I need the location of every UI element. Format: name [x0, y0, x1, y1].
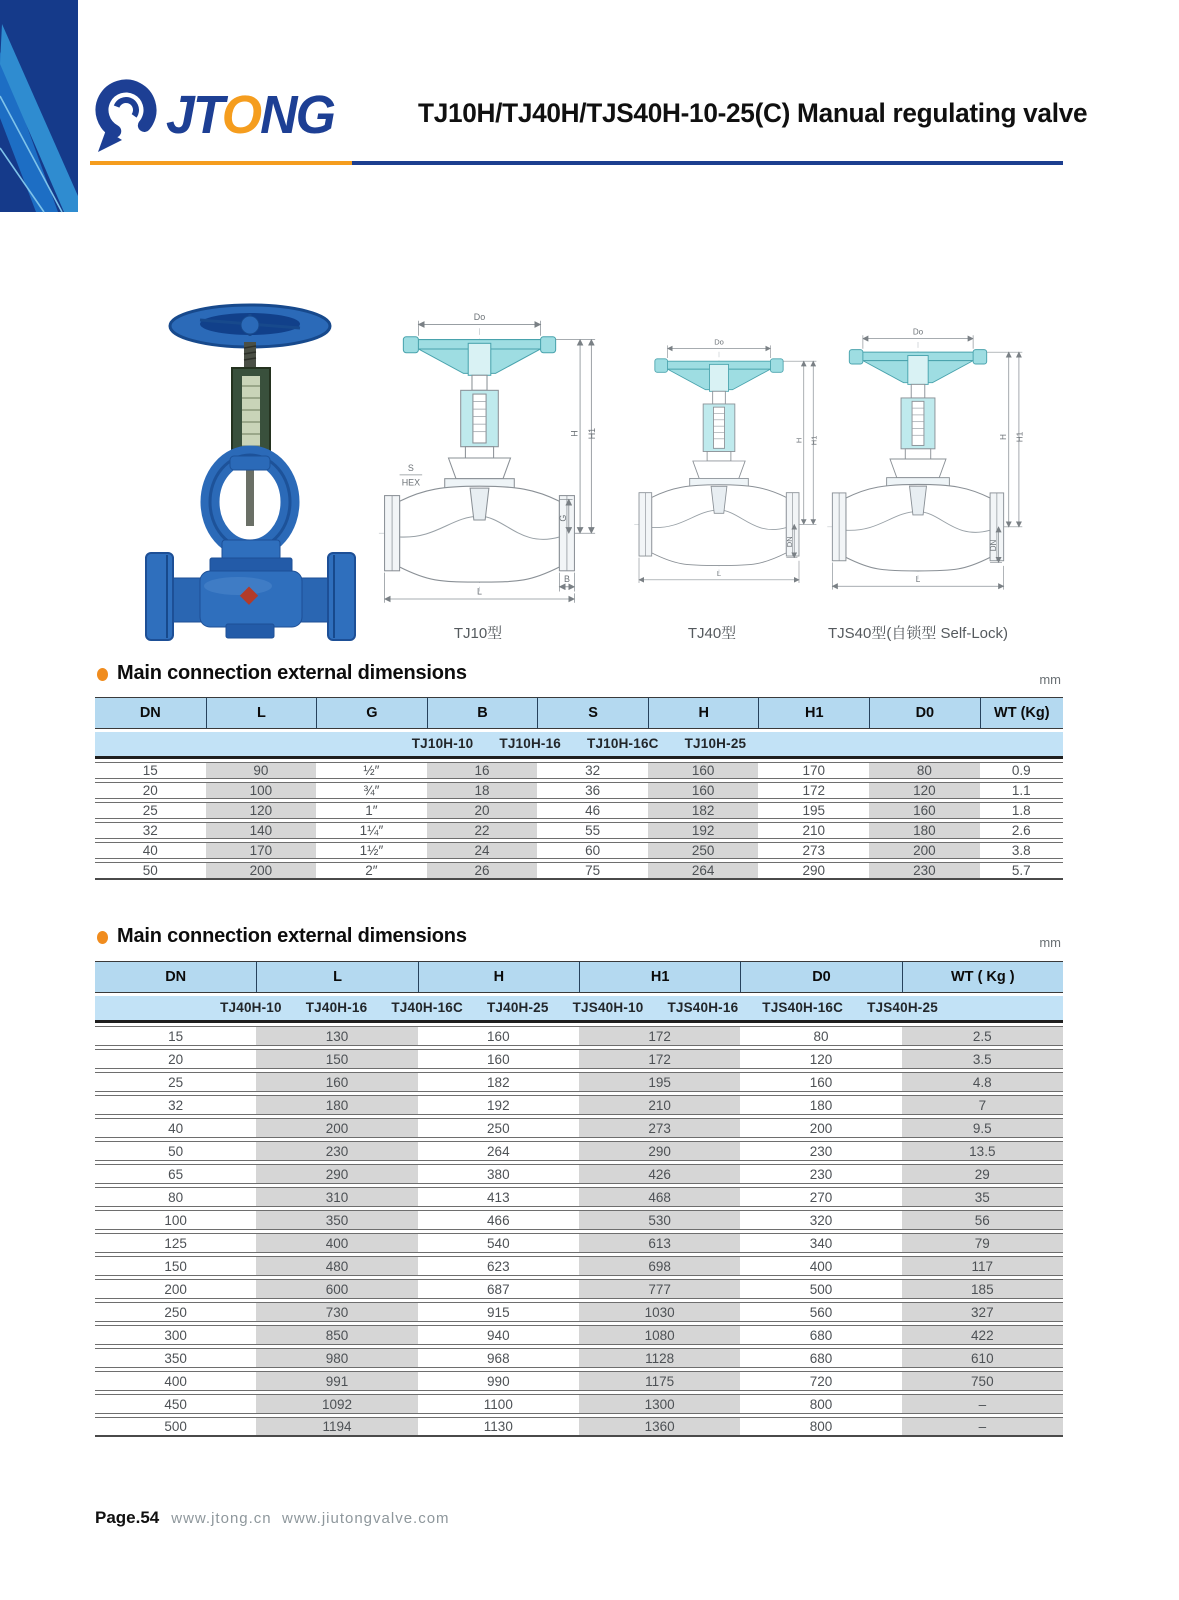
valve-drawing-tjs40	[812, 294, 1024, 624]
footer-url-2: www.jiutongvalve.com	[281, 1510, 450, 1527]
dim-label-h: H	[569, 430, 580, 437]
column-header: H1	[758, 697, 869, 729]
table-cell: 15	[95, 762, 206, 779]
brand-name: JTONG	[166, 85, 335, 145]
table-cell: 13.5	[902, 1141, 1063, 1161]
model-label: TJ10H-25	[684, 736, 747, 751]
table-cell: 500	[95, 1417, 256, 1437]
table-cell: 264	[648, 862, 759, 880]
dim-label-hex: HEX	[401, 477, 421, 488]
table-cell: 1.1	[980, 782, 1063, 799]
table-cell: 320	[740, 1210, 901, 1230]
table-row	[95, 1072, 1063, 1092]
table-cell: 32	[537, 762, 648, 779]
table-cell: 698	[579, 1256, 740, 1276]
dim-label-l: L	[915, 574, 921, 584]
dimensions-table-tj10h	[95, 694, 1063, 883]
table-cell: 230	[256, 1141, 417, 1161]
column-header: DN	[95, 961, 256, 993]
table-row	[95, 802, 1063, 819]
dim-label-b: B	[563, 574, 570, 585]
table-cell: 100	[206, 782, 317, 799]
model-label: TJ10H-16C	[587, 736, 659, 751]
table-cell: 25	[95, 802, 206, 819]
table-cell: 25	[95, 1072, 256, 1092]
page-footer	[95, 1508, 450, 1528]
page-number: Page.54	[95, 1508, 160, 1527]
table-row	[95, 1187, 1063, 1207]
table-cell: 18	[427, 782, 538, 799]
table-row	[95, 1026, 1063, 1046]
table-cell: 1080	[579, 1325, 740, 1345]
dim-label-h: H	[999, 434, 1009, 440]
table-cell: 1030	[579, 1302, 740, 1322]
corner-decoration	[0, 0, 95, 215]
table-cell: 170	[206, 842, 317, 859]
table-row	[95, 1141, 1063, 1161]
table-cell: 200	[95, 1279, 256, 1299]
table-cell: 26	[427, 862, 538, 880]
section-title-2	[95, 925, 1063, 955]
table-cell: 180	[256, 1095, 417, 1115]
table-row	[95, 762, 1063, 779]
table-cell: 7	[902, 1095, 1063, 1115]
table-cell: 80	[869, 762, 980, 779]
dim-label-l: L	[716, 568, 722, 578]
table-cell: 195	[758, 802, 869, 819]
table-cell: 980	[256, 1348, 417, 1368]
table-cell: 32	[95, 822, 206, 839]
table-cell: 273	[579, 1118, 740, 1138]
table-cell: 65	[95, 1164, 256, 1184]
table-cell: 466	[418, 1210, 579, 1230]
table-cell: 50	[95, 862, 206, 880]
table-cell: 680	[740, 1348, 901, 1368]
column-header: L	[256, 961, 417, 993]
table-cell: 170	[758, 762, 869, 779]
table-cell: 2.6	[980, 822, 1063, 839]
table-cell: 125	[95, 1233, 256, 1253]
bullet-icon	[97, 931, 108, 944]
table-row	[95, 1095, 1063, 1115]
table-cell: 79	[902, 1233, 1063, 1253]
table-cell: 610	[902, 1348, 1063, 1368]
table-cell: 400	[256, 1233, 417, 1253]
table-row	[95, 1417, 1063, 1437]
table-cell: 777	[579, 1279, 740, 1299]
table-cell: 3.5	[902, 1049, 1063, 1069]
table-cell: 36	[537, 782, 648, 799]
footer-urls	[171, 1510, 449, 1527]
table-cell: 180	[869, 822, 980, 839]
table-cell: 120	[869, 782, 980, 799]
table-cell: 500	[740, 1279, 901, 1299]
column-header: DN	[95, 697, 206, 729]
table-cell: 3.8	[980, 842, 1063, 859]
table-cell: 800	[740, 1417, 901, 1437]
table-cell: 130	[256, 1026, 417, 1046]
table-cell: 540	[418, 1233, 579, 1253]
table-cell: 290	[579, 1141, 740, 1161]
table-cell: 150	[95, 1256, 256, 1276]
table-cell: 180	[740, 1095, 901, 1115]
table-cell: 200	[206, 862, 317, 880]
table-cell: 172	[758, 782, 869, 799]
table-cell: 200	[740, 1118, 901, 1138]
dim-label-do: Do	[912, 327, 924, 337]
table-cell: 210	[579, 1095, 740, 1115]
table-cell: 600	[256, 1279, 417, 1299]
table-cell: 16	[427, 762, 538, 779]
table-cell: 230	[740, 1164, 901, 1184]
table-cell: 192	[648, 822, 759, 839]
table-cell: 100	[95, 1210, 256, 1230]
table-cell: 29	[902, 1164, 1063, 1184]
column-header: G	[316, 697, 427, 729]
table-cell: 15	[95, 1026, 256, 1046]
table-cell: 40	[95, 842, 206, 859]
page-title: TJ10H/TJ40H/TJS40H-10-25(C) Manual regulating valve	[418, 98, 1088, 128]
footer-url-1: www.jtong.cn	[171, 1510, 272, 1527]
table-cell: 915	[418, 1302, 579, 1322]
table-cell: 1175	[579, 1371, 740, 1391]
table-row	[95, 1256, 1063, 1276]
table-cell: 968	[418, 1348, 579, 1368]
model-label: TJ10H-10	[411, 736, 474, 751]
table-cell: 200	[256, 1118, 417, 1138]
table-cell: 120	[206, 802, 317, 819]
model-label: TJS40H-25	[867, 1000, 938, 1015]
model-label: TJS40H-16	[667, 1000, 739, 1015]
table-cell: 150	[256, 1049, 417, 1069]
table-cell: 1130	[418, 1417, 579, 1437]
table-row	[95, 1394, 1063, 1414]
model-label: TJS40H-16C	[762, 1000, 844, 1015]
bullet-icon	[97, 668, 108, 681]
table-cell: 530	[579, 1210, 740, 1230]
table-cell: 140	[206, 822, 317, 839]
dim-label-dn: DN	[784, 536, 794, 548]
dim-label-h1: H1	[587, 427, 597, 440]
table-row	[95, 1371, 1063, 1391]
model-label: TJ10H-16	[499, 736, 562, 751]
valve-drawing-tj10	[362, 292, 597, 624]
column-header: D0	[740, 961, 901, 993]
table-cell: 60	[537, 842, 648, 859]
brand-logo	[90, 74, 341, 156]
table-cell: 55	[537, 822, 648, 839]
table-cell: 160	[740, 1072, 901, 1092]
table-cell: 2.5	[902, 1026, 1063, 1046]
table-cell: 422	[902, 1325, 1063, 1345]
table-row	[95, 1348, 1063, 1368]
table-cell: 1″	[316, 802, 427, 819]
table-cell: 850	[256, 1325, 417, 1345]
valve-drawing-tj40	[620, 297, 818, 625]
table-cell: 46	[537, 802, 648, 819]
table-cell: 0.9	[980, 762, 1063, 779]
valve-photo	[138, 290, 363, 642]
table-cell: 192	[418, 1095, 579, 1115]
table-cell: 250	[95, 1302, 256, 1322]
column-header: B	[427, 697, 538, 729]
model-label: TJ40H-10	[220, 1000, 282, 1015]
table-cell: 230	[869, 862, 980, 880]
table-row	[95, 1049, 1063, 1069]
table-cell: –	[902, 1417, 1063, 1437]
column-header: D0	[869, 697, 980, 729]
brand-swirl-icon	[90, 74, 160, 156]
table-cell: 400	[95, 1371, 256, 1391]
table-cell: 20	[95, 1049, 256, 1069]
table-cell: 80	[95, 1187, 256, 1207]
table-row	[95, 862, 1063, 880]
table-cell: 300	[95, 1325, 256, 1345]
table-cell: 270	[740, 1187, 901, 1207]
table-cell: 450	[95, 1394, 256, 1414]
table-cell: 340	[740, 1233, 901, 1253]
header-divider	[90, 161, 1063, 165]
table-cell: 20	[95, 782, 206, 799]
table-cell: 24	[427, 842, 538, 859]
table-cell: 350	[95, 1348, 256, 1368]
table-cell: 720	[740, 1371, 901, 1391]
table-cell: 182	[648, 802, 759, 819]
dim-label-do: Do	[714, 337, 724, 347]
table-cell: 730	[256, 1302, 417, 1322]
table-cell: 1100	[418, 1394, 579, 1414]
table-row	[95, 1118, 1063, 1138]
table-cell: 80	[740, 1026, 901, 1046]
table-row	[95, 842, 1063, 859]
table-cell: 160	[418, 1026, 579, 1046]
model-variants-row	[95, 996, 1063, 1023]
model-variants-cell	[95, 996, 1063, 1023]
model-variants-row	[95, 732, 1063, 759]
table-cell: 160	[256, 1072, 417, 1092]
table-cell: 1360	[579, 1417, 740, 1437]
table-cell: 1.8	[980, 802, 1063, 819]
table-row	[95, 1164, 1063, 1184]
table-cell: 327	[902, 1302, 1063, 1322]
table-cell: 623	[418, 1256, 579, 1276]
table-cell: –	[902, 1394, 1063, 1414]
table-cell: 20	[427, 802, 538, 819]
table-cell: 117	[902, 1256, 1063, 1276]
table1-unit: mm	[1039, 672, 1061, 687]
model-variants-cell	[95, 732, 1063, 759]
model-label: TJ40H-16C	[391, 1000, 463, 1015]
dim-label-l: L	[477, 586, 482, 597]
figure-caption-tj10: TJ10型	[453, 625, 503, 642]
table-cell: 400	[740, 1256, 901, 1276]
table-row	[95, 1302, 1063, 1322]
table-cell: 290	[758, 862, 869, 880]
table2-unit: mm	[1039, 935, 1061, 950]
table-cell: 35	[902, 1187, 1063, 1207]
dim-label-h: H	[794, 437, 804, 444]
table-cell: 750	[902, 1371, 1063, 1391]
table-cell: 120	[740, 1049, 901, 1069]
table-row	[95, 1233, 1063, 1253]
model-label: TJS40H-10	[572, 1000, 644, 1015]
column-header: H	[648, 697, 759, 729]
dimensions-table-tj40h	[95, 958, 1063, 1440]
table-cell: 230	[740, 1141, 901, 1161]
table-cell: 200	[869, 842, 980, 859]
table-cell: 4.8	[902, 1072, 1063, 1092]
table-cell: 90	[206, 762, 317, 779]
table-cell: 195	[579, 1072, 740, 1092]
table-cell: 264	[418, 1141, 579, 1161]
table-cell: 250	[648, 842, 759, 859]
table-cell: 991	[256, 1371, 417, 1391]
table-cell: 310	[256, 1187, 417, 1207]
table-cell: 185	[902, 1279, 1063, 1299]
table-cell: 413	[418, 1187, 579, 1207]
dim-label-dn: DN	[989, 539, 999, 552]
model-label: TJ40H-16	[305, 1000, 368, 1015]
figure-caption-tj40: TJ40型	[687, 625, 737, 642]
column-header: WT (Kg)	[980, 697, 1063, 729]
table-cell: 56	[902, 1210, 1063, 1230]
table-cell: 560	[740, 1302, 901, 1322]
table-cell: 22	[427, 822, 538, 839]
table-cell: 426	[579, 1164, 740, 1184]
table-cell: 1128	[579, 1348, 740, 1368]
table-cell: 40	[95, 1118, 256, 1138]
table-cell: 160	[648, 782, 759, 799]
header-row	[95, 961, 1063, 993]
table-cell: 172	[579, 1049, 740, 1069]
table-cell: 75	[537, 862, 648, 880]
column-header: S	[537, 697, 648, 729]
table-row	[95, 1210, 1063, 1230]
table-cell: 32	[95, 1095, 256, 1115]
table-cell: 687	[418, 1279, 579, 1299]
table-cell: 2″	[316, 862, 427, 880]
table-cell: 1¼″	[316, 822, 427, 839]
table-cell: 1½″	[316, 842, 427, 859]
table-cell: 480	[256, 1256, 417, 1276]
column-header: L	[206, 697, 317, 729]
table-cell: 350	[256, 1210, 417, 1230]
table-cell: ¾″	[316, 782, 427, 799]
table-cell: 680	[740, 1325, 901, 1345]
figure-caption-tjs40: TJS40型(自锁型 Self-Lock)	[827, 625, 1009, 642]
header-row	[95, 697, 1063, 729]
table-cell: 1092	[256, 1394, 417, 1414]
table-cell: 468	[579, 1187, 740, 1207]
dim-label-do: Do	[473, 311, 486, 322]
table1-title: Main connection external dimensions	[117, 662, 467, 684]
table-cell: ½″	[316, 762, 427, 779]
table-cell: 1300	[579, 1394, 740, 1414]
table-cell: 250	[418, 1118, 579, 1138]
table-cell: 1194	[256, 1417, 417, 1437]
table-cell: 160	[869, 802, 980, 819]
table-row	[95, 822, 1063, 839]
table-cell: 613	[579, 1233, 740, 1253]
table-row	[95, 1325, 1063, 1345]
model-label: TJ40H-25	[486, 1000, 549, 1015]
dim-label-s: S	[407, 463, 414, 474]
dim-label-g: G	[557, 514, 568, 522]
table-cell: 290	[256, 1164, 417, 1184]
table-cell: 990	[418, 1371, 579, 1391]
column-header: H1	[579, 961, 740, 993]
table-cell: 182	[418, 1072, 579, 1092]
table-cell: 940	[418, 1325, 579, 1345]
table-cell: 160	[418, 1049, 579, 1069]
table-cell: 210	[758, 822, 869, 839]
dim-label-h1: H1	[1015, 431, 1024, 443]
table-cell: 273	[758, 842, 869, 859]
column-header: H	[418, 961, 579, 993]
table-row	[95, 1279, 1063, 1299]
table-cell: 5.7	[980, 862, 1063, 880]
table-row	[95, 782, 1063, 799]
column-header: WT ( Kg )	[902, 961, 1063, 993]
dim-label-h1: H1	[809, 435, 818, 446]
section-title-1	[95, 662, 1063, 692]
table2-title: Main connection external dimensions	[117, 925, 467, 947]
table-cell: 160	[648, 762, 759, 779]
table-cell: 172	[579, 1026, 740, 1046]
table-cell: 9.5	[902, 1118, 1063, 1138]
table-cell: 800	[740, 1394, 901, 1414]
table-cell: 380	[418, 1164, 579, 1184]
table-cell: 50	[95, 1141, 256, 1161]
